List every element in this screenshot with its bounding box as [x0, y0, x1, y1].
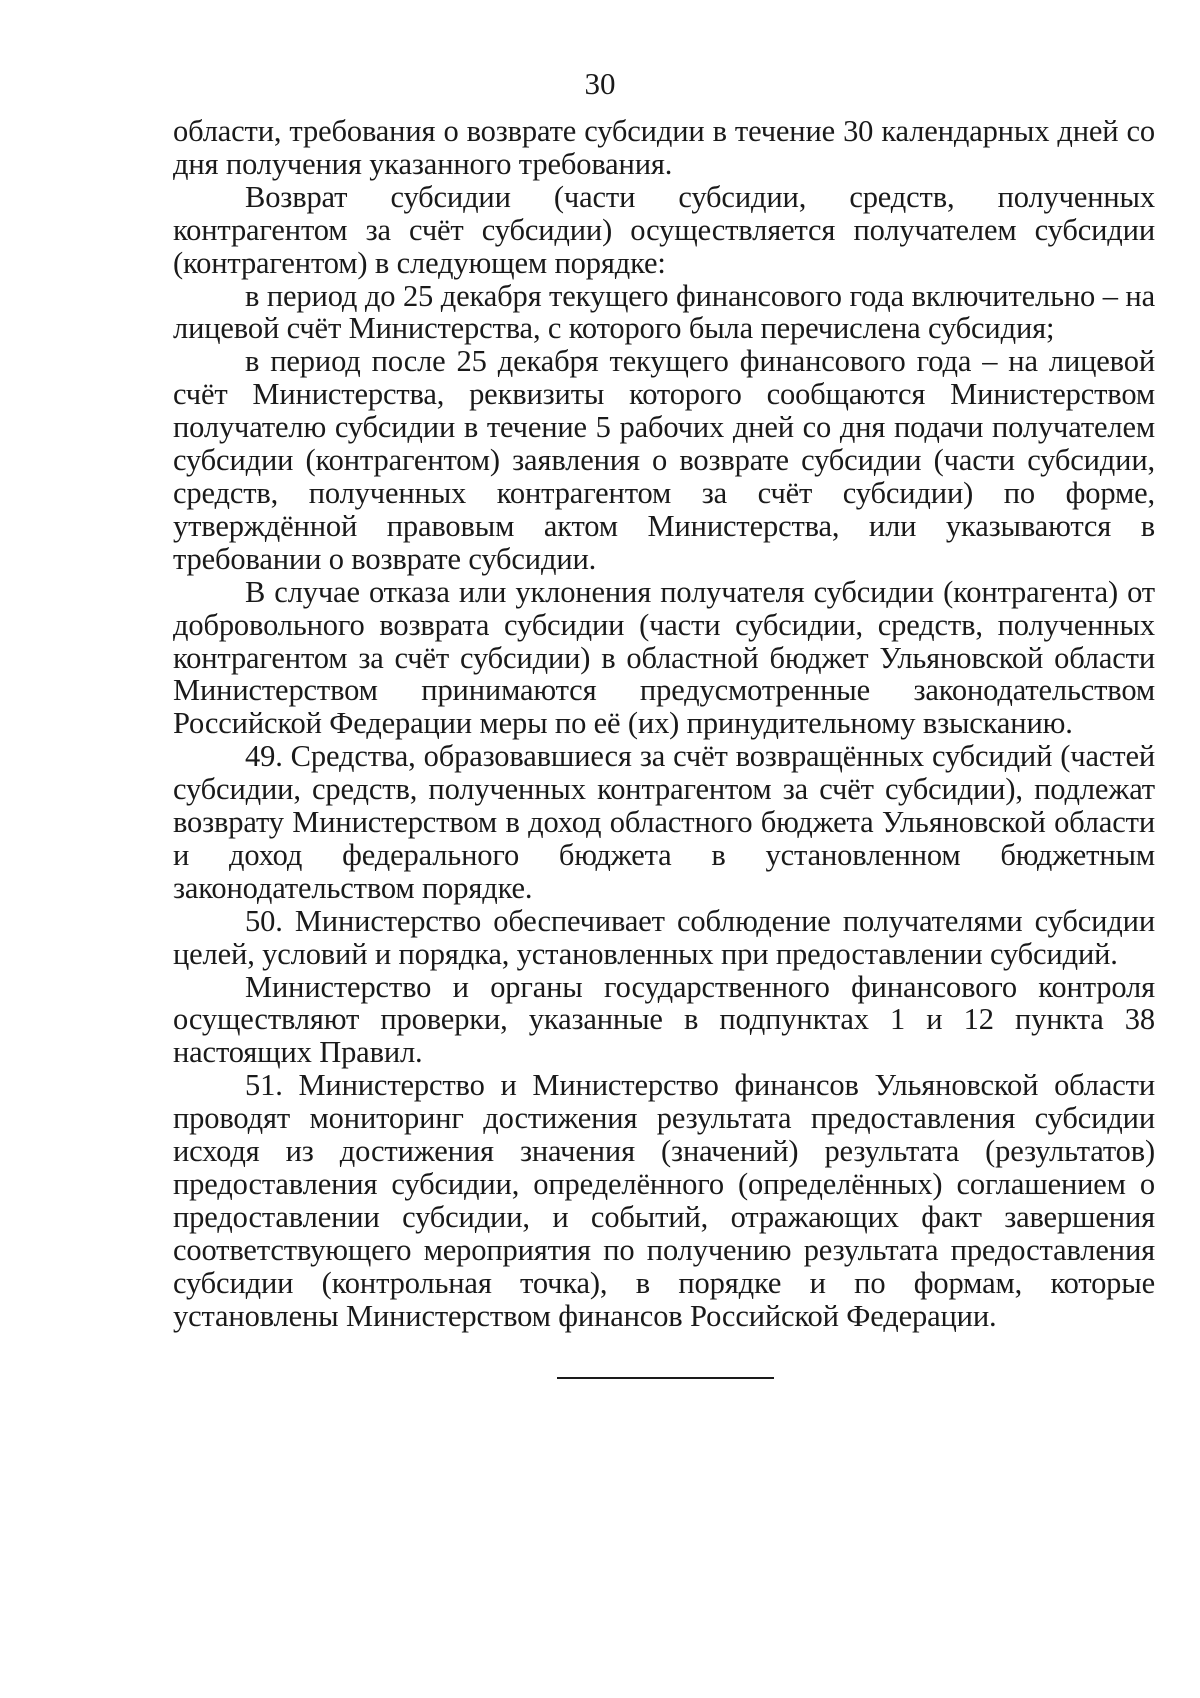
paragraph-control-checks: Министерство и органы государственного финансового контроля осуществляют проверки, указанные в подпунктах 1 и 12 пункта 38 настоящих Правил.: [173, 969, 1155, 1070]
paragraph-continuation: области, требования о возврате субсидии в течение 30 календарных дней со дня получения указанного требования.: [173, 114, 1155, 181]
paragraph-return-order: Возврат субсидии (части субсидии, средств, полученных контрагентом за счёт субсидии) осуществляется получателем субсидии (контрагентом) в следующем порядке:: [173, 179, 1155, 280]
end-of-document-rule: [557, 1377, 774, 1379]
paragraph-item-51: 51. Министерство и Министерство финансов Ульяновской области проводят мониторинг достижения результата предоставления субсидии исходя из достижения значения (значений) результата (результатов) предоставления субсидии, определённого (определённых) соглашением о предоставлении субсидии, и событий, отражающих факт завершения соответствующего мероприятия по получению результата предоставления субсидии (контрольная точка), в порядке и по формам, которые установлены Министерством финансов Российской Федерации.: [173, 1068, 1155, 1333]
document-body: [173, 115, 1155, 1333]
page-number-text: 30: [584, 66, 616, 101]
paragraph-period-after-dec-25: в период после 25 декабря текущего финансового года – на лицевой счёт Министерства, реквизиты которого сообщаются Министерством получателю субсидии в течение 5 рабочих дней со дня подачи получателем субсидии (контрагентом) заявления о возврате субсидии (части субсидии, средств, полученных контрагентом за счёт субсидии) по форме, утверждённой правовым актом Министерства, или указываются в требовании о возврате субсидии.: [173, 344, 1155, 576]
page-number: [0, 64, 1200, 104]
paragraph-item-50: 50. Министерство обеспечивает соблюдение получателями субсидии целей, условий и порядка, установленных при предоставлении субсидий.: [173, 903, 1155, 971]
paragraph-period-before-dec-25: в период до 25 декабря текущего финансового года включительно – на лицевой счёт Министерства, с которого была перечислена субсидия;: [173, 278, 1155, 346]
paragraph-item-49: 49. Средства, образовавшиеся за счёт возвращённых субсидий (частей субсидии, средств, полученных контрагентом за счёт субсидии), подлежат возврату Министерством в доход областного бюджета Ульяновской области и доход федерального бюджета в установленном бюджетным законодательством порядке.: [173, 739, 1155, 905]
paragraph-refusal-enforcement: В случае отказа или уклонения получателя субсидии (контрагента) от добровольного возврата субсидии (части субсидии, средств, полученных контрагентом за счёт субсидии) в областной бюджет Ульяновской области Министерством принимаются предусмотренные законодательством Российской Федерации меры по её (их) принудительному взысканию.: [173, 574, 1155, 741]
